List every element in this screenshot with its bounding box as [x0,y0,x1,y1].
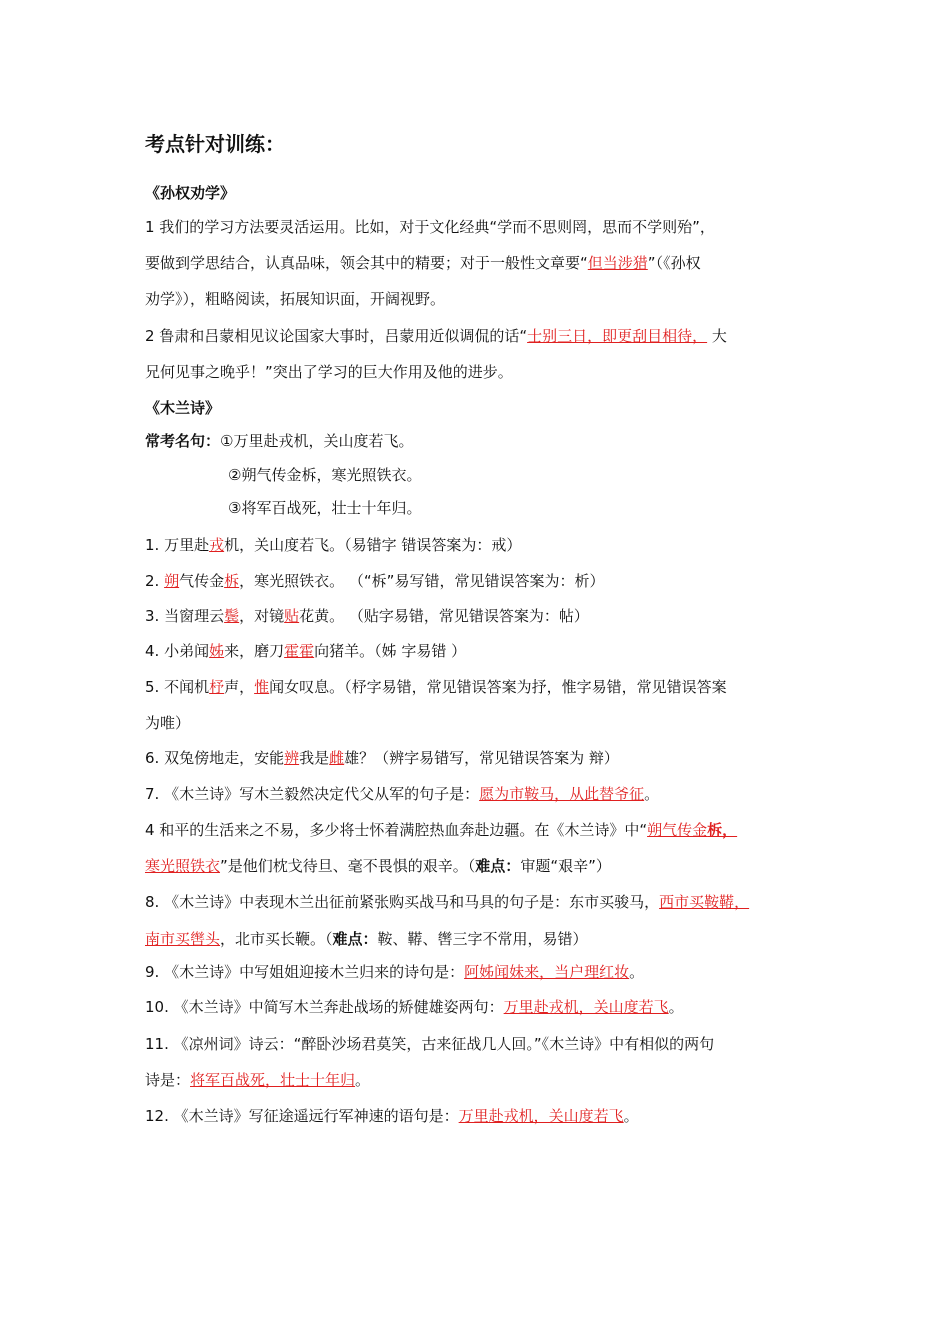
item-1: 1. 万里赴戎机，关山度若飞。（易错字 错误答案为：戒） [145,536,522,554]
item-8-cont: 南市买辔头，北市买长鞭。（难点：鞍、鞯、辔三字不常用，易错） [145,930,588,948]
section-title-sunquan: 《孙权劝学》 [145,184,236,202]
item-12: 12. 《木兰诗》写征途遥远行军神速的语句是：万里赴戎机，关山度若飞。 [145,1107,639,1125]
item-3: 3. 当窗理云鬓，对镜贴花黄。 （贴字易错，常见错误答案为：帖） [145,607,589,625]
famous-lines-2: ②朔气传金柝，寒光照铁衣。 [228,466,422,484]
item-6: 6. 双兔傍地走，安能辨我是雌雄？（辨字易错写，常见错误答案为 辩） [145,749,619,767]
item-7: 7. 《木兰诗》写木兰毅然决定代父从军的句子是：愿为市鞍马，从此替爷征。 [145,785,660,803]
item-10: 10. 《木兰诗》中简写木兰奔赴战场的矫健雄姿两句：万里赴戎机，关山度若飞。 [145,998,684,1016]
item-11-cont: 诗是：将军百战死，壮士十年归。 [145,1071,371,1089]
q1-line-1: 1 我们的学习方法要灵活运用。比如，对于文化经典“学而不思则罔，思而不学则殆”， [145,218,715,236]
famous-lines-1: 常考名句：①万里赴戎机，关山度若飞。 [145,432,414,450]
q2-line-2: 兄何见事之晚乎！”突出了学习的巨大作用及他的进步。 [145,363,513,381]
page-title: 考点针对训练： [145,132,285,156]
item-5-cont: 为唯） [145,714,191,732]
item-2: 2. 朔气传金柝，寒光照铁衣。 （“柝”易写错，常见错误答案为：析） [145,572,605,590]
item-4: 4. 小弟闻姊来，磨刀霍霍向猪羊。（姊 字易错 ） [145,642,467,660]
item-11: 11. 《凉州词》诗云：“醉卧沙场君莫笑，古来征战几人回。”《木兰诗》中有相似的两句 [145,1035,715,1053]
item-8: 8. 《木兰诗》中表现木兰出征前紧张购买战马和马具的句子是：东市买骏马，西市买鞍鞯， [145,893,750,911]
famous-label: 常考名句： [145,432,221,450]
q1-line-3: 劝学》），粗略阅读，拓展知识面，开阔视野。 [145,290,446,308]
famous-lines-3: ③将军百战死，壮士十年归。 [228,499,422,517]
q2-line-1: 2 鲁肃和吕蒙相见议论国家大事时，吕蒙用近似调侃的话“士别三日，即更刮目相待， 大 [145,327,727,345]
section-title-mulan: 《木兰诗》 [145,399,221,417]
item-9: 9. 《木兰诗》中写姐姐迎接木兰归来的诗句是：阿姊闻妹来，当户理红妆。 [145,963,645,981]
q1-line-2: 要做到学思结合，认真品味，领会其中的精要；对于一般性文章要“但当涉猎”（《孙权 [145,254,701,272]
answer: 士别三日，即更刮目相待， [527,327,708,345]
item-5: 5. 不闻机杼声，惟闻女叹息。（杼字易错，常见错误答案为抒，惟字易错，常见错误答案 [145,678,727,696]
answer: 但当涉猎 [587,254,648,272]
q4-line-2: 寒光照铁衣”是他们枕戈待旦、毫不畏惧的艰辛。（难点：审题“艰辛”） [145,857,611,875]
q4-line-1: 4 和平的生活来之不易，多少将士怀着满腔热血奔赴边疆。在《木兰诗》中“朔气传金柝， [145,821,738,839]
